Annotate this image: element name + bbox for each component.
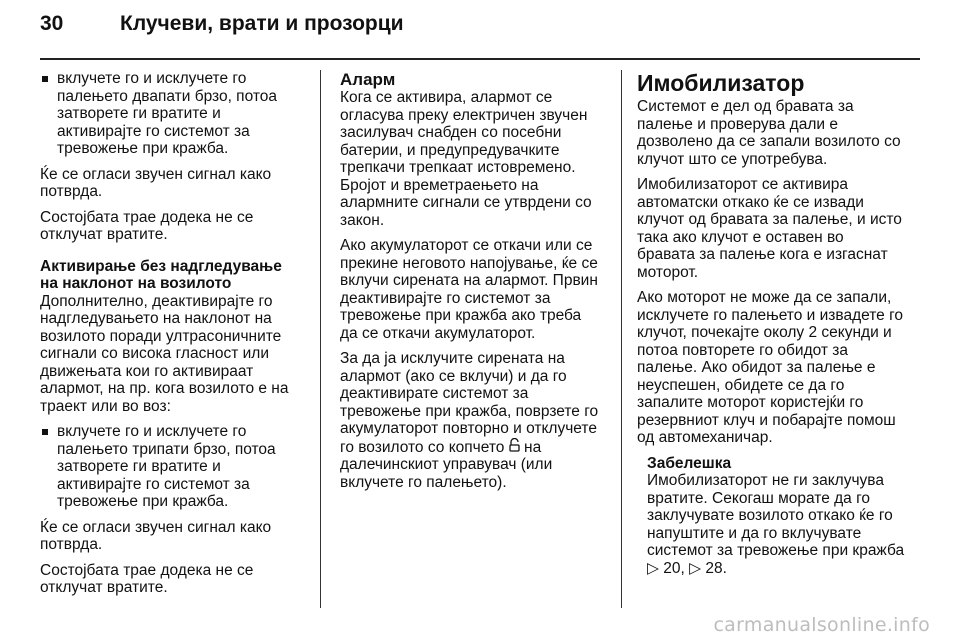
cross-ref-link[interactable]: 20 (663, 559, 681, 577)
watermark: carmanualsonline.info (713, 614, 930, 636)
paragraph: Системот е дел од бравата за палење и проверува дали е дозволено да се запали возилото со клучот што се употребува. (637, 98, 901, 168)
column-divider (621, 70, 622, 608)
section-heading: Имобилизатор (637, 70, 805, 96)
paragraph: Ќе се огласи звучен сигнал како потврда. (40, 518, 272, 553)
column-left (40, 70, 302, 605)
paragraph-text: За да ја исклучите сирената на алармот (ако се вклучи) и да го деактивирате системот за тревожење при кражба, поврзете го акумулаторот повторно и отклучете го возилото со копчето (340, 350, 599, 456)
paragraph: Дополнително, деактивирајте го надгледувањето на наклонот на возилото поради ултрасоничните сигнали со висока гласност или движењата кои го активираат алармот, на пр. кога возилото е на траект или во воз: (40, 292, 289, 415)
section-heading: Аларм (340, 70, 396, 89)
cross-ref-link[interactable]: 28 (705, 559, 723, 577)
paragraph (340, 350, 602, 491)
paragraph: Состојбата трае додека не се отклучат вратите. (40, 561, 254, 596)
note-heading: Забелешка (647, 454, 732, 472)
page-title: Клучеви, врати и прозорци (120, 12, 404, 35)
page-header (40, 12, 920, 48)
column-middle (340, 70, 602, 499)
note-body: Имобилизаторот не ги заклучува вратите. Секогаш морате да го заклучувате возилото откако ќе го напуштите и да го вклучувате системот за тревожење при кражба (647, 472, 905, 559)
paragraph-text: на далечинскиот управувач (или вклучете го палењето). (340, 438, 553, 491)
page-number: 30 (40, 12, 64, 35)
paragraph: Имобилизаторот се активира автоматски откако ќе се извади клучот од бравата за палење, и исто така ако клучот е оставен во бравата за палење кога е изгаснат моторот. (637, 176, 902, 281)
cross-ref-arrow-icon: ▷ (647, 559, 659, 577)
paragraph: Ако акумулаторот се откачи или се прекине неговото напојување, ќе се вклучи сирената на алармот. Првин деактивирајте го системот за тревожење при кражба ако треба да се откачи акумулаторот. (340, 237, 598, 342)
header-divider (40, 58, 920, 60)
paragraph: Состојбата трае додека не се отклучат вратите. (40, 208, 254, 243)
column-right (637, 70, 905, 585)
section-subheading: Активирање без надгледување на наклонот на возилото (40, 257, 282, 292)
paragraph: Кога се активира, алармот се огласува преку електричен звучен засилувач снабден со посебни батерии, и предупредувачките трепкачи трепкаат истовремено. Бројот и времетраењето на алармните сигнали се утврдени со закон. (340, 89, 592, 229)
unlock-key-icon (509, 438, 520, 457)
paragraph: Ако моторот не може да се запали, исклучете го палењето и извадете го клучот, почекајте околу 2 секунди и потоа повторете го обидот за палење. Ако обидот за палење е неуспешен, обидете се да го запалите моторот користејќи го резервниот клуч и побарајте помош од автомеханичар. (637, 289, 904, 446)
bullet-item: вклучете го и исклучете го палењето трипати брзо, потоа затворете ги вратите и активирајте го системот за тревожење при кражба. (40, 423, 302, 511)
note-box (637, 455, 905, 578)
note-text: Имобилизаторот не ги заклучува вратите. Секогаш морате да го заклучувате возилото откако ќе го напуштите и да го вклучувате системот за тревожење при кражба ▷ 20, ▷ 28. (647, 472, 905, 577)
cross-ref-arrow-icon: ▷ (689, 559, 702, 577)
paragraph: Ќе се огласи звучен сигнал како потврда. (40, 165, 272, 200)
bullet-item: вклучете го и исклучете го палењето двапати брзо, потоа затворете ги вратите и активирајте го системот за тревожење при кражба. (40, 70, 302, 158)
column-divider (320, 70, 321, 608)
